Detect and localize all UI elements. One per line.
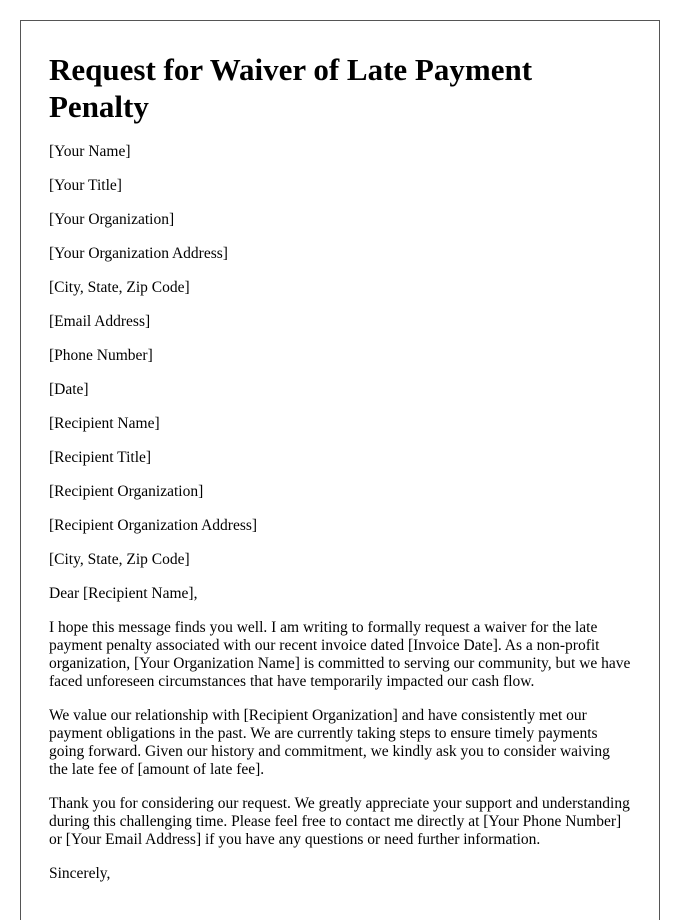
recipient-city-state-zip: [City, State, Zip Code] (49, 551, 190, 568)
recipient-name: [Recipient Name] (49, 415, 160, 432)
sender-title: [Your Title] (49, 177, 122, 194)
letter-title: Request for Waiver of Late Payment Penalty (49, 52, 533, 124)
letter-page (20, 20, 660, 920)
sender-city-state-zip: [City, State, Zip Code] (49, 279, 190, 296)
recipient-organization: [Recipient Organization] (49, 483, 204, 500)
letter-date: [Date] (49, 381, 89, 398)
body-paragraph-3: Thank you for considering our request. We greatly appreciate your support and understanding during this challenging time. Please feel free to contact me directly at [Your Phone Number] or [Your Email Address] if you have any questions or need further information. (49, 795, 630, 848)
body-paragraph-1: I hope this message finds you well. I am writing to formally request a waiver for the late payment penalty associated with our recent invoice dated [Invoice Date]. As a non-profit organization, [Your Organization Name] is committed to serving our community, but we have faced unforeseen circumstances that have temporarily impacted our cash flow. (49, 619, 631, 690)
recipient-title: [Recipient Title] (49, 449, 152, 466)
salutation: Dear [Recipient Name], (49, 585, 198, 602)
sender-address: [Your Organization Address] (49, 245, 228, 262)
closing: Sincerely, (49, 865, 111, 882)
recipient-address: [Recipient Organization Address] (49, 517, 258, 534)
body-paragraph-2: We value our relationship with [Recipient Organization] and have consistently met our payment obligations in the past. We are currently taking steps to ensure timely payments going forward. Given our history and commitment, we kindly ask you to consider waiving the late fee of [amount of late fee]. (49, 707, 610, 778)
sender-phone: [Phone Number] (49, 347, 153, 364)
sender-name: [Your Name] (49, 143, 131, 160)
sender-email: [Email Address] (49, 313, 151, 330)
sender-organization: [Your Organization] (49, 211, 175, 228)
